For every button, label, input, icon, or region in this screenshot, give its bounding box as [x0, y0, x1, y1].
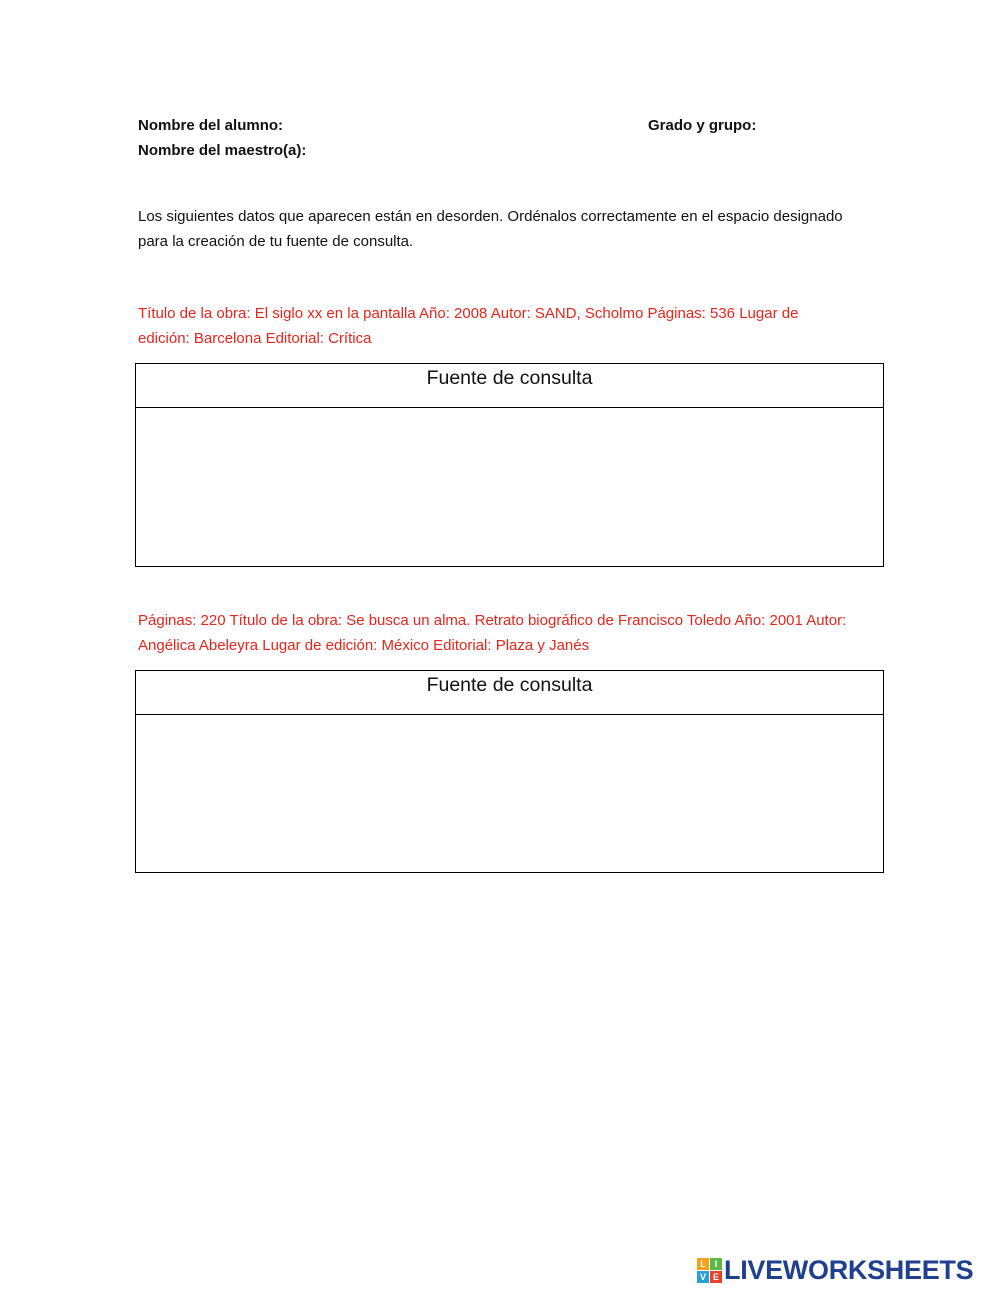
exercise-2-box-title: Fuente de consulta — [136, 671, 883, 715]
exercise-1-data: Título de la obra: El siglo xx en la pantalla Año: 2008 Autor: SAND, Scholmo Páginas: 536 Lugar de edición: Barcelona Editorial: Crítica — [138, 305, 799, 347]
exercise-2-data: Páginas: 220 Título de la obra: Se busca un alma. Retrato biográfico de Francisco Toledo Año: 2001 Autor: Angélica Abeleyra Lugar de edición: México Editorial: Plaza y Janés — [138, 612, 847, 654]
grade-group-label: Grado y grupo: — [648, 117, 757, 134]
exercise-1-answer-area[interactable] — [136, 408, 883, 566]
logo-letter-l: L — [697, 1258, 709, 1270]
liveworksheets-logo — [697, 1255, 973, 1285]
exercise-2-answer-area[interactable] — [136, 715, 883, 872]
student-name-label: Nombre del alumno: — [138, 117, 284, 134]
logo-wordmark: LIVEWORKSHEETS — [724, 1255, 974, 1285]
exercise-1-box-title: Fuente de consulta — [136, 364, 883, 408]
logo-mark-icon — [697, 1258, 722, 1283]
exercise-1-box — [135, 363, 884, 567]
exercise-2-box — [135, 670, 884, 873]
logo-letter-v: V — [697, 1271, 709, 1283]
logo-letter-e: E — [710, 1271, 722, 1283]
teacher-name-label: Nombre del maestro(a): — [138, 142, 307, 159]
logo-letter-i: I — [710, 1258, 722, 1270]
instructions-text: Los siguientes datos que aparecen están en desorden. Ordénalos correctamente en el espacio designado para la creación de tu fuente de consulta. — [138, 208, 843, 250]
